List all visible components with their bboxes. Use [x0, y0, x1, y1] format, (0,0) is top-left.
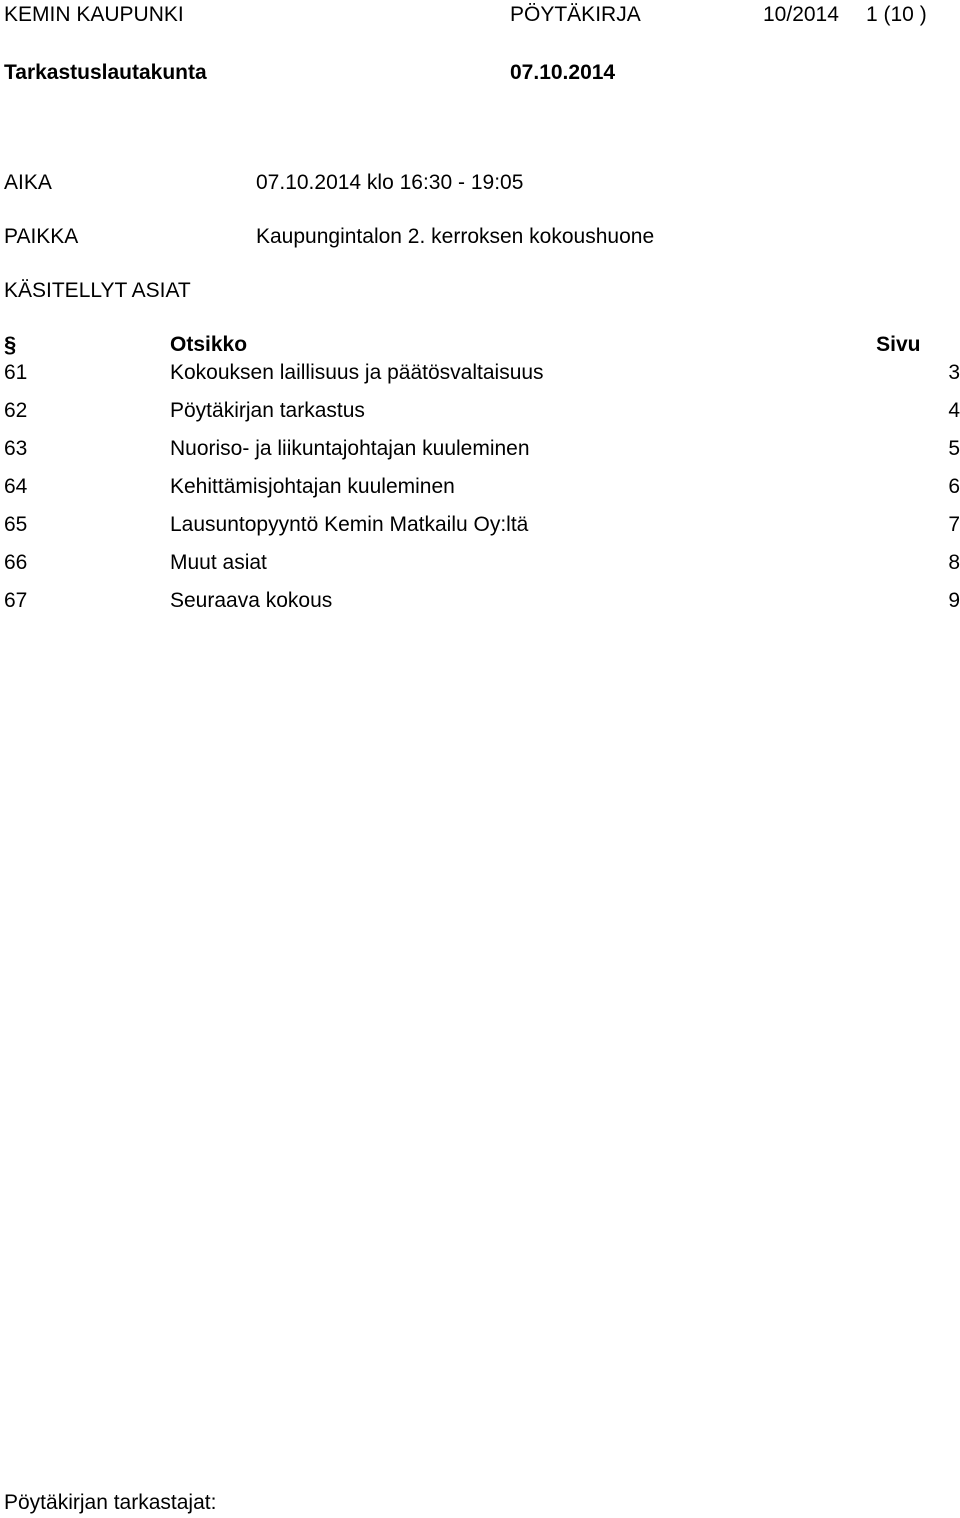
- item-number: 66: [4, 551, 28, 574]
- item-title: Lausuntopyyntö Kemin Matkailu Oy:ltä: [170, 513, 529, 536]
- item-title: Kehittämisjohtajan kuuleminen: [170, 475, 455, 498]
- document-type: PÖYTÄKIRJA: [510, 3, 641, 26]
- items-table: [4, 334, 960, 628]
- table-row: [4, 362, 960, 400]
- item-page: 4: [948, 399, 960, 422]
- table-row: [4, 590, 960, 628]
- item-page: 7: [948, 513, 960, 536]
- table-row: [4, 438, 960, 476]
- table-header-row: [4, 334, 960, 362]
- item-page: 5: [948, 437, 960, 460]
- document-number: 10/2014: [763, 3, 839, 26]
- item-title: Muut asiat: [170, 551, 267, 574]
- item-page: 3: [948, 361, 960, 384]
- page-indicator: 1 (10 ): [866, 3, 927, 26]
- item-title: Seuraava kokous: [170, 589, 333, 612]
- item-title: Pöytäkirjan tarkastus: [170, 399, 365, 422]
- item-number: 64: [4, 475, 28, 498]
- item-number: 63: [4, 437, 28, 460]
- board-name: Tarkastuslautakunta: [4, 61, 207, 84]
- title-header: Otsikko: [170, 333, 248, 356]
- paragraph-icon: §: [4, 332, 17, 357]
- place-label: PAIKKA: [4, 225, 79, 248]
- item-page: 8: [948, 551, 960, 574]
- table-row: [4, 514, 960, 552]
- paragraph-header: [4, 334, 170, 362]
- reviewers-label: Pöytäkirjan tarkastajat:: [4, 1491, 217, 1514]
- organization-name: KEMIN KAUPUNKI: [4, 3, 184, 26]
- item-title: Kokouksen laillisuus ja päätösvaltaisuus: [170, 361, 544, 384]
- item-number: 67: [4, 589, 28, 612]
- page-header: Sivu: [876, 333, 921, 356]
- item-title: Nuoriso- ja liikuntajohtajan kuuleminen: [170, 437, 530, 460]
- table-row: [4, 552, 960, 590]
- time-value: 07.10.2014 klo 16:30 - 19:05: [256, 171, 524, 194]
- item-page: 9: [948, 589, 960, 612]
- item-number: 62: [4, 399, 28, 422]
- item-number: 61: [4, 361, 28, 384]
- table-row: [4, 400, 960, 438]
- table-row: [4, 476, 960, 514]
- meeting-date: 07.10.2014: [510, 61, 616, 84]
- item-page: 6: [948, 475, 960, 498]
- item-number: 65: [4, 513, 28, 536]
- place-value: Kaupungintalon 2. kerroksen kokoushuone: [256, 225, 655, 248]
- time-label: AIKA: [4, 171, 52, 194]
- section-title: KÄSITELLYT ASIAT: [4, 279, 191, 302]
